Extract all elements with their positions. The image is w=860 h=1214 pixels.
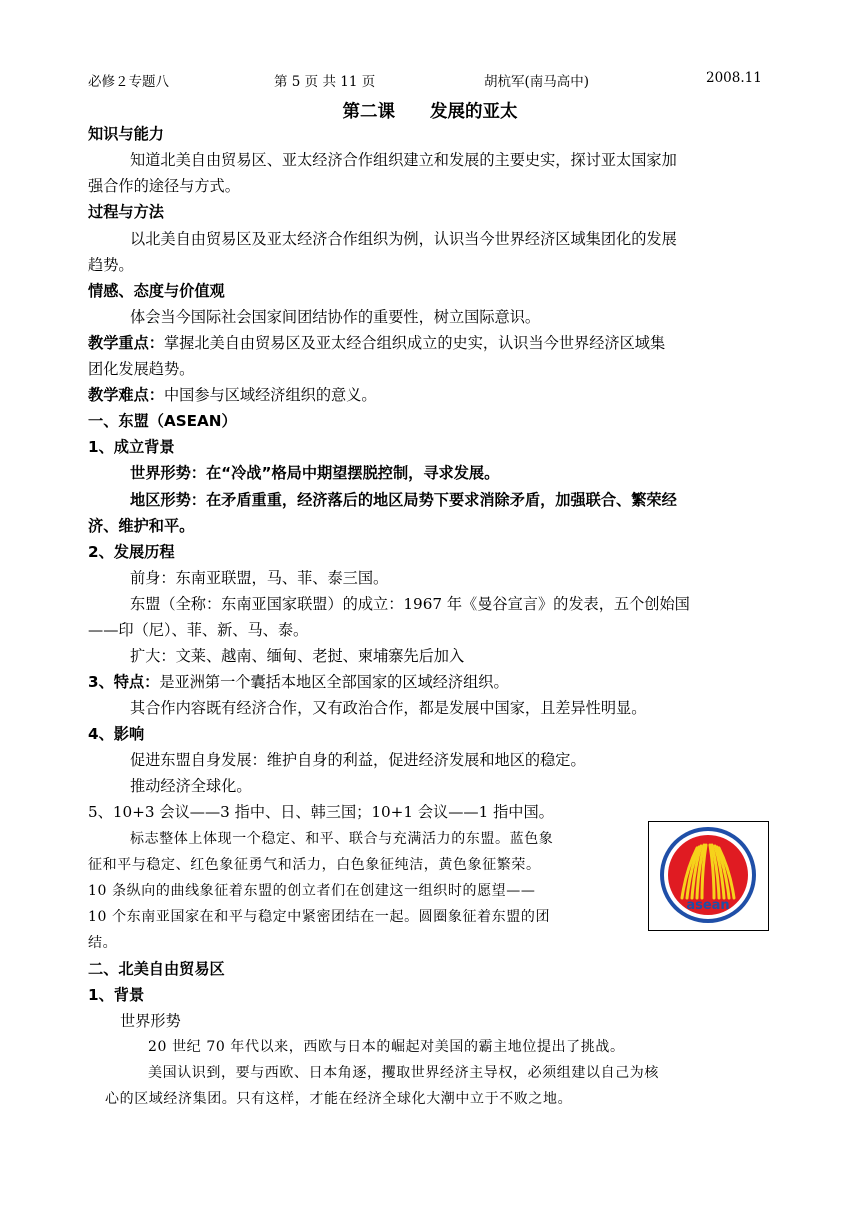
subheading-background: 1、成立背景: [88, 438, 175, 456]
subheading-influence: 4、影响: [88, 725, 145, 743]
subheading-history: 2、发展历程: [88, 543, 175, 561]
difficulty-text: 中国参与区域经济组织的意义。: [163, 386, 377, 404]
paragraph-line: 前身：东南亚联盟，马、菲、泰三国。: [130, 569, 389, 587]
paragraph-line: 推动经济全球化。: [130, 777, 252, 795]
key-point-line: [88, 330, 665, 356]
lesson-title: 第二课 发展的亚太: [342, 102, 518, 122]
section-asean-heading: 一、东盟（ASEAN）: [88, 412, 237, 430]
paragraph-line: 5、10+3 会议——3 指中、日、韩三国；10+1 会议——1 指中国。: [88, 803, 554, 821]
paragraph-line: 征和平与稳定、红色象征勇气和活力，白色象征纯洁，黄色象征繁荣。: [88, 857, 541, 873]
paragraph-line: 10 个东南亚国家在和平与稳定中紧密团结在一起。圆圈象征着东盟的团: [88, 909, 551, 925]
paragraph-line: 10 条纵向的曲线象征着东盟的创立者们在创建这一组织时的愿望——: [88, 883, 536, 899]
key-point-text: 掌握北美自由贸易区及亚太经合组织成立的史实，认识当今世界经济区域集: [163, 334, 666, 352]
paragraph-line: 东盟（全称：东南亚国家联盟）的成立：1967 年《曼谷宣言》的发表，五个创始国: [130, 595, 690, 613]
paragraph-line: 心的区域经济集团。只有这样，才能在经济全球化大潮中立于不败之地。: [105, 1091, 573, 1107]
header-author: 胡杭军(南马高中): [484, 74, 590, 90]
paragraph-line: 美国认识到，要与西欧、日本角逐，攫取世界经济主导权，必须组建以自己为核: [148, 1065, 659, 1081]
key-point-label: 教学重点：: [88, 334, 164, 352]
asean-logo-frame: [648, 821, 769, 931]
paragraph-line: 结。: [88, 935, 118, 951]
heading-values: 情感、态度与价值观: [88, 282, 225, 300]
header-date: 2008.11: [706, 70, 762, 86]
heading-process: 过程与方法: [88, 203, 164, 221]
paragraph-line: 世界形势: [120, 1012, 181, 1030]
paragraph-line: ——印（尼）、菲、新、马、泰。: [88, 621, 309, 639]
asean-logo: [649, 822, 767, 929]
paragraph-line: 扩大：文莱、越南、缅甸、老挝、柬埔寨先后加入: [130, 647, 465, 665]
header-page-number: 第 5 页 共 11 页: [274, 74, 376, 90]
paragraph-line: 强合作的途径与方式。: [88, 177, 240, 195]
paragraph-line: 济、维护和平。: [88, 517, 195, 535]
paragraph-line: 地区形势：在矛盾重重，经济落后的地区局势下要求消除矛盾，加强联合、繁荣经: [130, 491, 677, 509]
paragraph-line: 促进东盟自身发展：维护自身的利益，促进经济发展和地区的稳定。: [130, 751, 586, 769]
subheading-nafta-background: 1、背景: [88, 986, 145, 1004]
paragraph-line: 标志整体上体现一个稳定、和平、联合与充满活力的东盟。蓝色象: [130, 831, 554, 847]
difficulty-label: 教学难点：: [88, 386, 164, 404]
heading-knowledge: 知识与能力: [88, 125, 164, 143]
paragraph-line: 世界形势：在“冷战”格局中期望摆脱控制，寻求发展。: [130, 464, 500, 482]
paragraph-line: 趋势。: [88, 256, 134, 274]
paragraph-line: 以北美自由贸易区及亚太经济合作组织为例，认识当今世界经济区域集团化的发展: [130, 230, 677, 248]
paragraph-line: 团化发展趋势。: [88, 360, 195, 378]
header-course: 必修２专题八: [88, 74, 169, 90]
features-line: [88, 669, 509, 695]
features-label: 3、特点：: [88, 673, 160, 691]
features-text: 是亚洲第一个囊括本地区全部国家的区域经济组织。: [159, 673, 509, 691]
difficulty-line: [88, 382, 377, 408]
asean-logo-text: asean: [686, 898, 730, 913]
paragraph-line: 其合作内容既有经济合作，又有政治合作，都是发展中国家，且差异性明显。: [130, 699, 647, 717]
paragraph-line: 知道北美自由贸易区、亚太经济合作组织建立和发展的主要史实，探讨亚太国家加: [130, 151, 677, 169]
paragraph-line: 20 世纪 70 年代以来，西欧与日本的崛起对美国的霸主地位提出了挑战。: [148, 1039, 625, 1055]
paragraph-line: 体会当今国际社会国家间团结协作的重要性，树立国际意识。: [130, 308, 541, 326]
section-nafta-heading: 二、北美自由贸易区: [88, 960, 225, 978]
